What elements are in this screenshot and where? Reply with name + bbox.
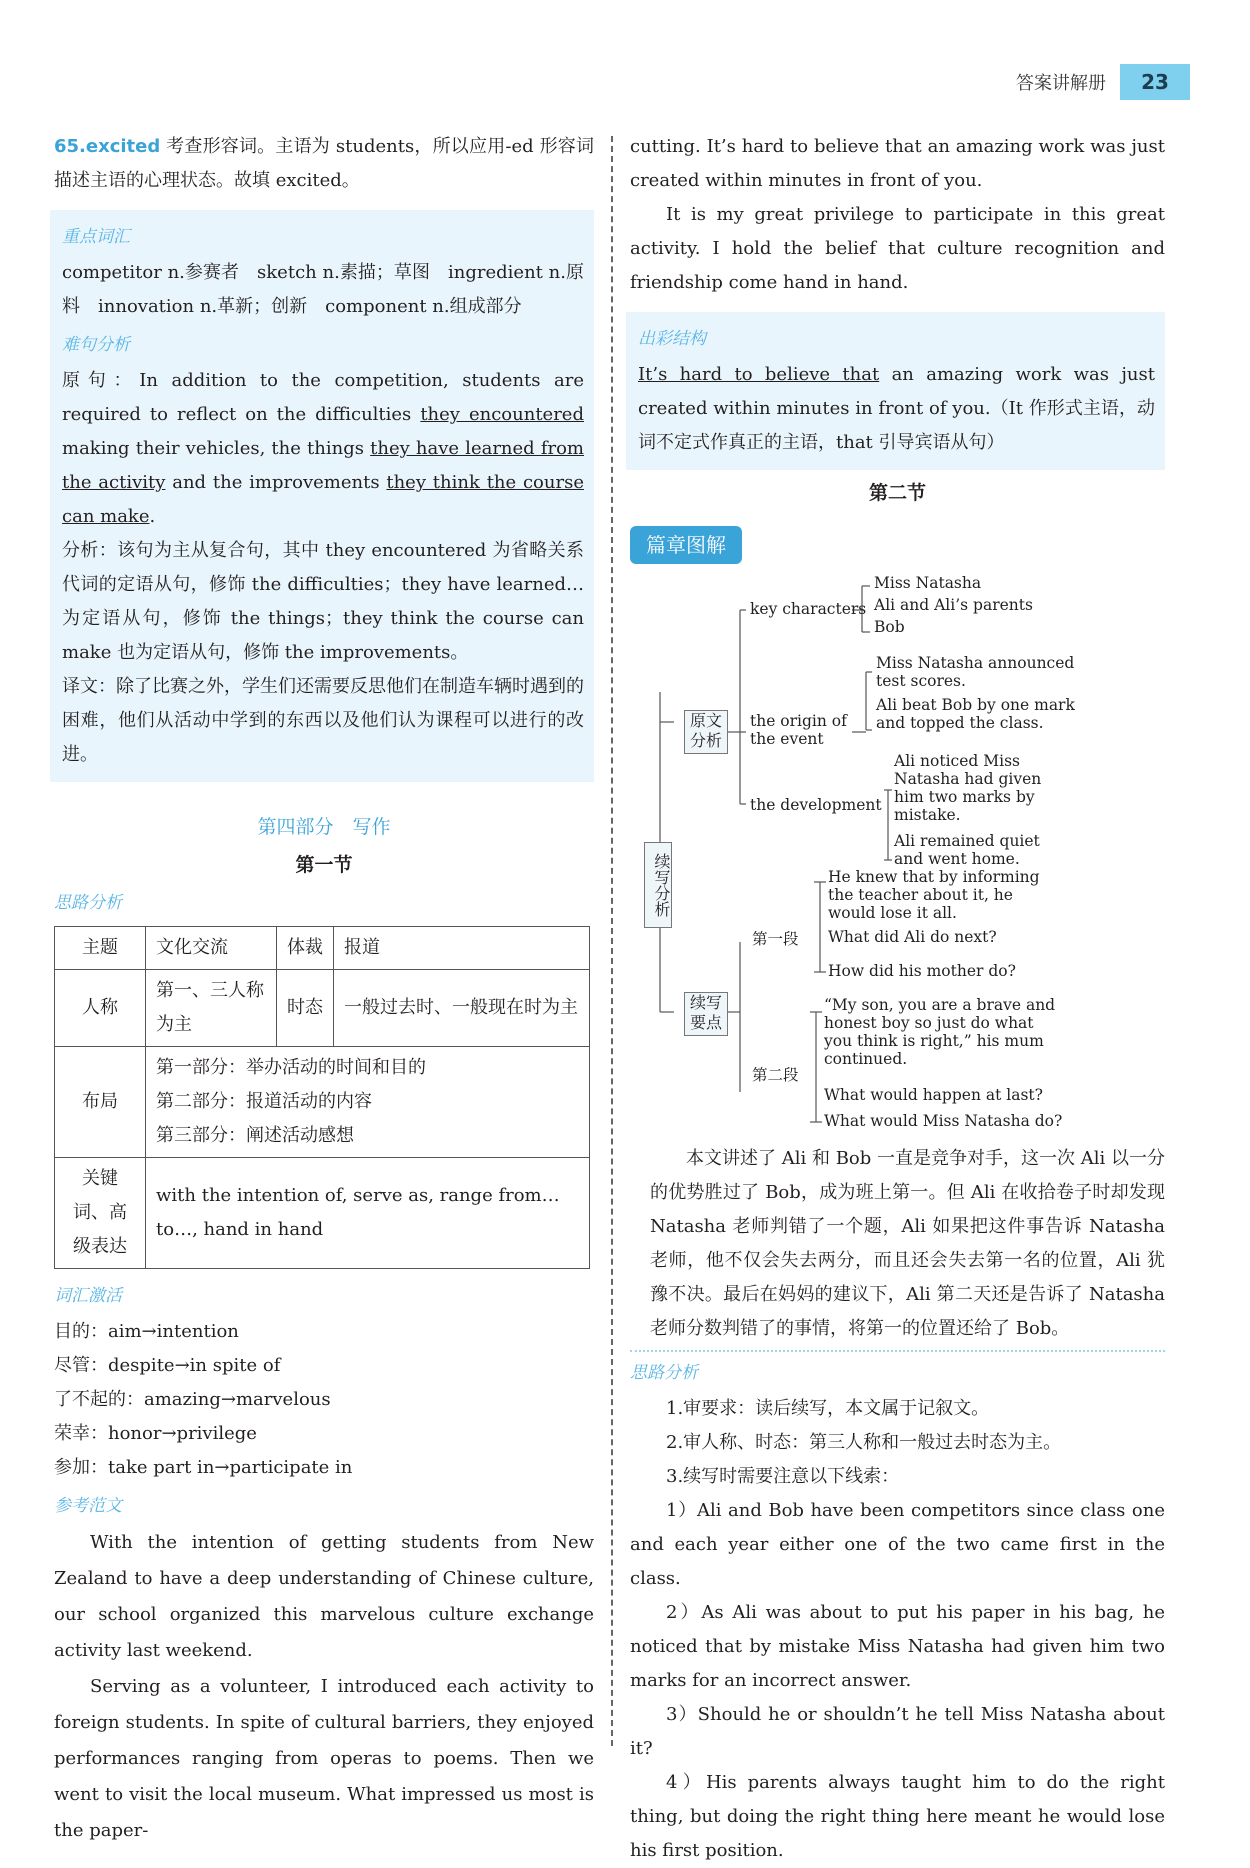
writing-table	[54, 926, 590, 1269]
part4-title: 第四部分 写作	[257, 816, 391, 838]
dotted-separator	[630, 1350, 1165, 1352]
word-activation-label: 词汇激活	[54, 1286, 122, 1306]
key-characters: key characters	[750, 600, 867, 618]
table-row: 主题 文化交流 体裁 报道	[55, 927, 590, 970]
list-item: 3.续写时需要注意以下线索：	[666, 1466, 900, 1487]
original-sentence: 原句：In addition to the competition, students are required to reflect on the difficulties they encountered making their vehicles, the things they have learned from the activity and the improvements they think the course can make.	[62, 370, 584, 527]
writing-points-box: 续写要点	[684, 992, 728, 1036]
list-item: 荣幸：honor→privilege	[54, 1423, 257, 1444]
diagram-banner: 篇章图解	[630, 526, 742, 564]
right-column	[630, 130, 1165, 1868]
page-number: 23	[1120, 64, 1190, 100]
development: the development	[750, 796, 882, 814]
mind-map: 续写分析 原文分析 续写要点 key characters Miss Natasha Ali and Ali’s parents Bob the origin of the event Miss Natasha announced test scores. Ali beat Bob by one mark and topped the class. the development Ali noticed Miss Natasha had given him two marks by mistake. Ali remained quiet and went home. 第一段 He knew that by informing the teacher about it, he would lose it all. What did Ali do next? How did his mother do? 第二段 “My son, you are a brave and honest boy so just do what you think is right,” his mum continued. What would happen at last? What would Miss Natasha do?	[630, 572, 1165, 1142]
list-item: 了不起的：amazing→marvelous	[54, 1389, 331, 1410]
table-row: 人称 第一、三人称为主 时态 一般过去时、一般现在时为主	[55, 970, 590, 1047]
hard-sentence-label: 难句分析	[62, 335, 130, 355]
list-item: 1.审要求：读后续写，本文属于记叙文。	[666, 1398, 990, 1419]
structure-sentence: It’s hard to believe that an amazing work was just created within minutes in front of you.（It 作形式主语，动词不定式作真正的主语，that 引导宾语从句）	[638, 364, 1155, 453]
thinking-label-right: 思路分析	[630, 1363, 698, 1383]
sentence-translation: 译文：除了比赛之外，学生们还需要反思他们在制造车辆时遇到的困难，他们从活动中学到的东西以及他们认为课程可以进行的改进。	[62, 676, 584, 765]
list-item: 4）His parents always taught him to do the right thing, but doing the right thing here meant he would lose his first position.	[630, 1772, 1165, 1861]
sentence-analysis: 分析：该句为主从复合句，其中 they encountered 为省略关系代词的定语从句，修饰 the difficulties；they have learned…为定语从句，修饰 the things；they think the course can make 也为定语从句，修饰 the improvements。	[62, 540, 584, 663]
vocab-list: competitor n.参赛者 sketch n.素描；草图 ingredient n.原料 innovation n.革新；创新 component n.组成部分	[62, 262, 584, 317]
column-divider	[611, 136, 613, 1746]
list-item: 3）Should he or shouldn’t he tell Miss Natasha about it?	[630, 1704, 1165, 1759]
vocab-label: 重点词汇	[62, 227, 130, 247]
continue-analysis-box: 续写分析	[644, 842, 672, 928]
passage-summary: 本文讲述了 Ali 和 Bob 一直是竞争对手，这一次 Ali 以一分的优势胜过了 Bob，成为班上第一。但 Ali 在收拾卷子时却发现 Natasha 老师判错了一个题，Ali 如果把这件事告诉 Natasha 老师，他不仅会失去两分，而且还会失去第一名的位置，Ali 犹豫不决。最后在妈妈的建议下，Ali 第二天还是告诉了 Natasha 老师分数判错了的事情，将第一的位置还给了 Bob。	[650, 1148, 1165, 1339]
list-item: 参加：take part in→participate in	[54, 1457, 353, 1478]
sample-continued-2: It is my great privilege to participate in this great activity. I hold the belief that culture recognition and friendship come hand in hand.	[630, 204, 1165, 293]
table-row: 关键词、高级表达 with the intention of, serve as, range from…to…, hand in hand	[55, 1158, 590, 1269]
q65-text: 考查形容词。主语为 students，所以应用-ed 形容词描述主语的心理状态。故填 excited。	[54, 136, 594, 191]
page-header	[1016, 64, 1190, 100]
list-item: 2.审人称、时态：第三人称和一般过去时态为主。	[666, 1432, 1062, 1453]
sample-essay-label: 参考范文	[54, 1496, 122, 1516]
sample-paragraph-1: With the intention of getting students from New Zealand to have a deep understanding of Chinese culture, our school organized this marvelous culture exchange activity last weekend.	[54, 1532, 594, 1661]
structure-box	[626, 312, 1165, 470]
original-analysis-box: 原文分析	[684, 710, 728, 754]
sample-paragraph-2: Serving as a volunteer, I introduced each activity to foreign students. In spite of cultural barriers, they enjoyed performances ranging from operas to poems. Then we went to visit the local museum. What impressed us most is the paper-	[54, 1676, 594, 1841]
list-item: 尽管：despite→in spite of	[54, 1355, 281, 1376]
q65-key: 65.excited	[54, 136, 161, 157]
left-column	[54, 130, 594, 1849]
vocab-box	[50, 210, 594, 782]
list-item: 1）Ali and Bob have been competitors since class one and each year either one of the two came first in the class.	[630, 1500, 1165, 1589]
section1-title: 第一节	[295, 854, 353, 876]
header-title: 答案讲解册	[1016, 73, 1106, 94]
paragraph-2-label: 第二段	[752, 1066, 799, 1084]
structure-label: 出彩结构	[638, 329, 706, 349]
paragraph-1-label: 第一段	[752, 930, 799, 948]
table-row: 布局 第一部分：举办活动的时间和目的 第二部分：报道活动的内容 第三部分：阐述活动感想	[55, 1047, 590, 1158]
q65-answer	[54, 130, 594, 198]
sample-continued-1: cutting. It’s hard to believe that an amazing work was just created within minutes in front of you.	[630, 136, 1165, 191]
origin-of-event: the origin of the event	[750, 712, 847, 748]
section2-title: 第二节	[868, 482, 926, 504]
list-item: 目的：aim→intention	[54, 1321, 239, 1342]
thinking-label-left: 思路分析	[54, 893, 122, 913]
list-item: 2）As Ali was about to put his paper in his bag, he noticed that by mistake Miss Natasha had given him two marks for an incorrect answer.	[630, 1602, 1165, 1691]
